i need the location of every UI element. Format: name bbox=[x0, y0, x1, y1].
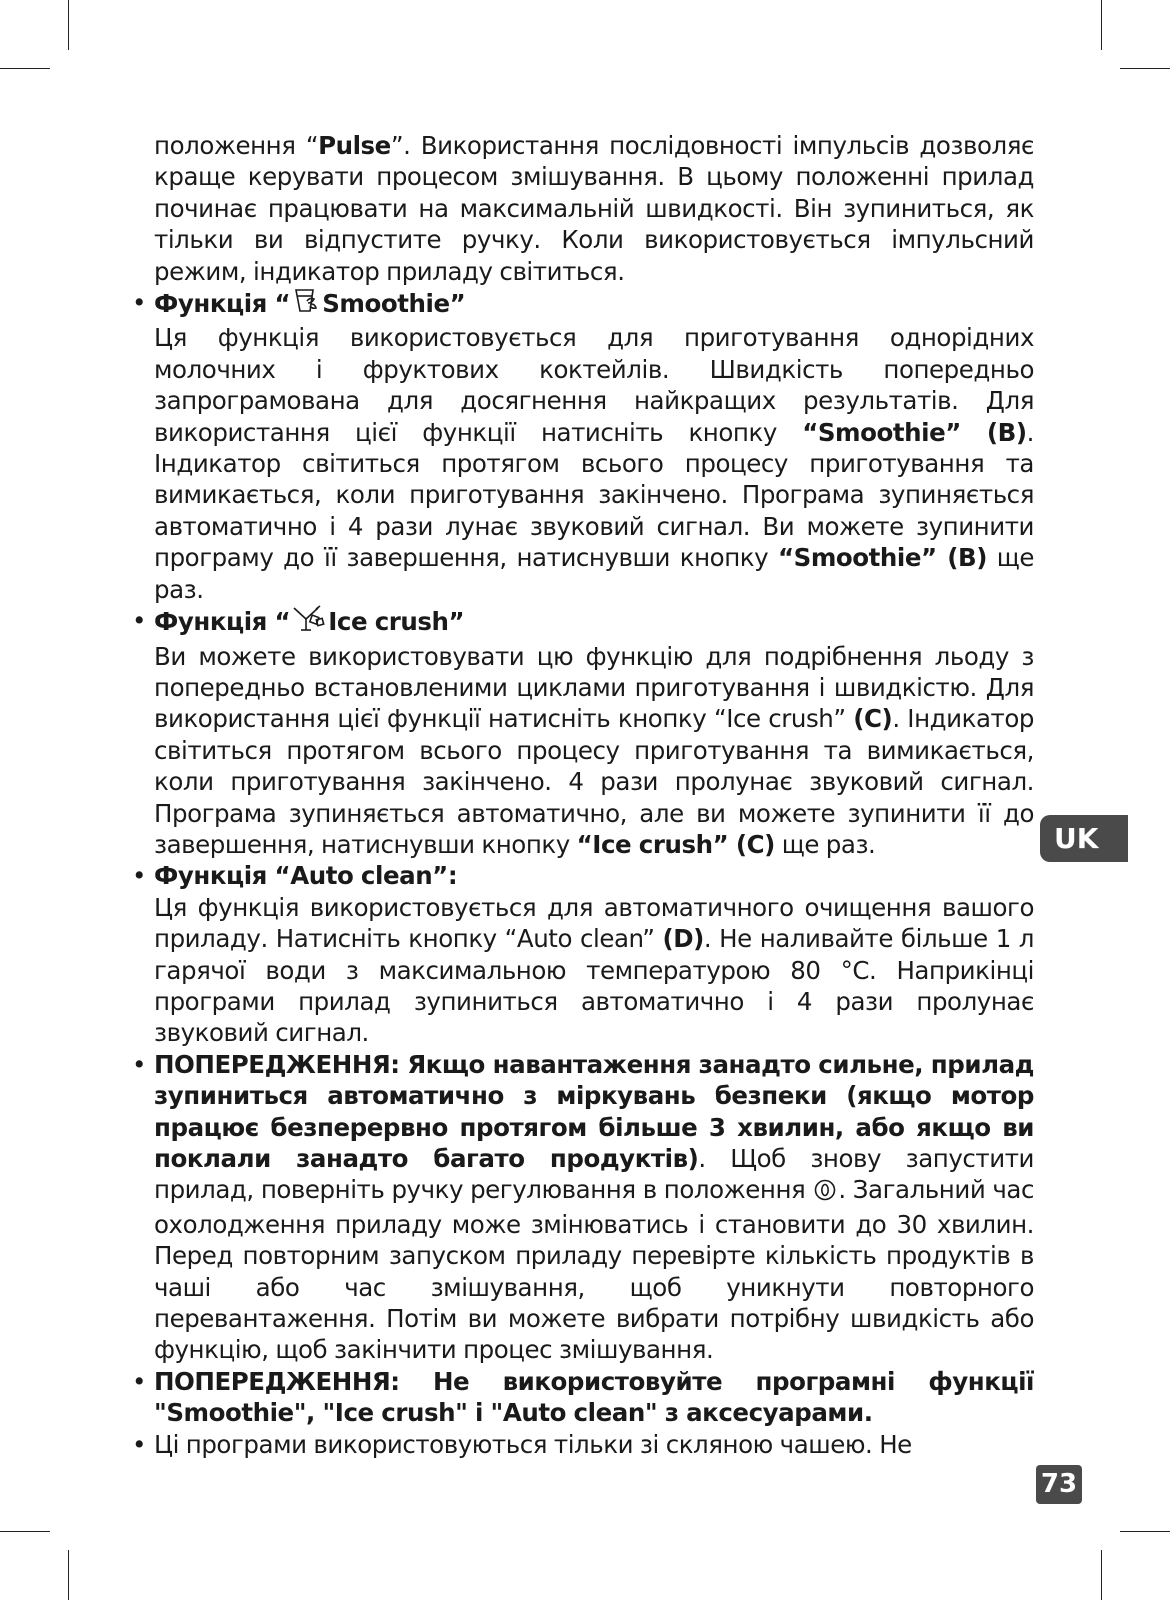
crop-mark bbox=[1120, 68, 1170, 69]
auto-clean-heading: • Функція “Auto clean”: bbox=[154, 860, 1034, 891]
ice-crush-heading: • Функція “ Ice crush” bbox=[154, 605, 1034, 640]
crop-mark bbox=[1101, 0, 1102, 50]
crop-mark bbox=[1120, 1531, 1170, 1532]
ice-crush-paragraph: Ви можете використовувати цю функцію для подрібнення льоду з попередньо встановленими циклами приготування і швидкістю. Для використання цієї функції натисніть кнопку “Ice crush” (C). Індикатор світиться протягом всього процесу приготування та вимикається, коли приготування закінчено. 4 рази пролунає звуковий сигнал. Програма зупиняється автоматично, але ви можете зупинити її до завершення, натиснувши кнопку “Ice crush” (C) ще раз. bbox=[154, 641, 1034, 859]
crop-mark bbox=[0, 68, 50, 69]
auto-clean-paragraph: Ця функція використовується для автоматичного очищення вашого приладу. Натисніть кнопку “Auto clean” (D). Не наливайте більше 1 л гарячої води з максимальною температурою 80 °C. Наприкінці програми прилад зупиниться автоматично і 4 рази пролунає звуковий сигнал. bbox=[154, 892, 1034, 1048]
pulse-paragraph: положення “Pulse”. Використання послідовності імпульсів дозволяє краще керувати процесом змішування. В цьому положенні прилад починає працювати на максимальній швидкості. Він зупиниться, як тільки ви відпустите ручку. Коли використовується імпульсний режим, індикатор приладу світиться. bbox=[154, 131, 1035, 286]
glass-bowl-note: • Ці програми використовуються тільки зі скляною чашею. Не bbox=[154, 1429, 1034, 1460]
page-body bbox=[154, 130, 1034, 1460]
smoothie-icon bbox=[292, 287, 320, 322]
zero-position-icon bbox=[814, 1177, 836, 1208]
language-tab: UK bbox=[1040, 815, 1128, 862]
crop-mark bbox=[0, 1531, 50, 1532]
ice-crush-icon bbox=[292, 605, 326, 640]
smoothie-paragraph: Ця функція використовується для приготування однорідних молочних і фруктових коктейлів. Швидкість попередньо запрограмована для досягнення найкращих результатів. Для використання цієї функції натисніть кнопку “Smoothie” (B). Індикатор світиться протягом всього процесу приготування та вимикається, коли приготування закінчено. Програма зупиняється автоматично і 4 рази лунає звуковий сигнал. Ви можете зупинити програму до її завершення, натиснувши кнопку “Smoothie” (B) ще раз. bbox=[154, 323, 1034, 604]
page-number: 73 bbox=[1036, 1465, 1082, 1504]
crop-mark bbox=[1101, 1550, 1102, 1600]
overload-warning: • ПОПЕРЕДЖЕННЯ: Якщо навантаження занадто сильне, прилад зупиниться автоматично з міркувань безпеки (якщо мотор працює безперервно протягом більше 3 хвилин, або якщо ви поклали занадто багато продуктів). Щоб знову запустити прилад, поверніть ручку регулювання в положення . Загальний час охолодження приладу може змінюватись і становити до 30 хвилин. Перед повторним запуском приладу перевірте кількість продуктів в чаші або час змішування, щоб уникнути повторного перевантаження. Потім ви можете вибрати потрібну швидкість або функцію, щоб закінчити процес змішування. bbox=[154, 1049, 1034, 1366]
crop-mark bbox=[68, 1550, 69, 1600]
accessories-warning: • ПОПЕРЕДЖЕННЯ: Не використовуйте програмні функції "Smoothie", "Ice crush" і "Auto clean" з аксесуарами. bbox=[154, 1366, 1034, 1429]
crop-mark bbox=[68, 0, 69, 50]
smoothie-heading: • Функція “ Smoothie” bbox=[154, 287, 1034, 322]
